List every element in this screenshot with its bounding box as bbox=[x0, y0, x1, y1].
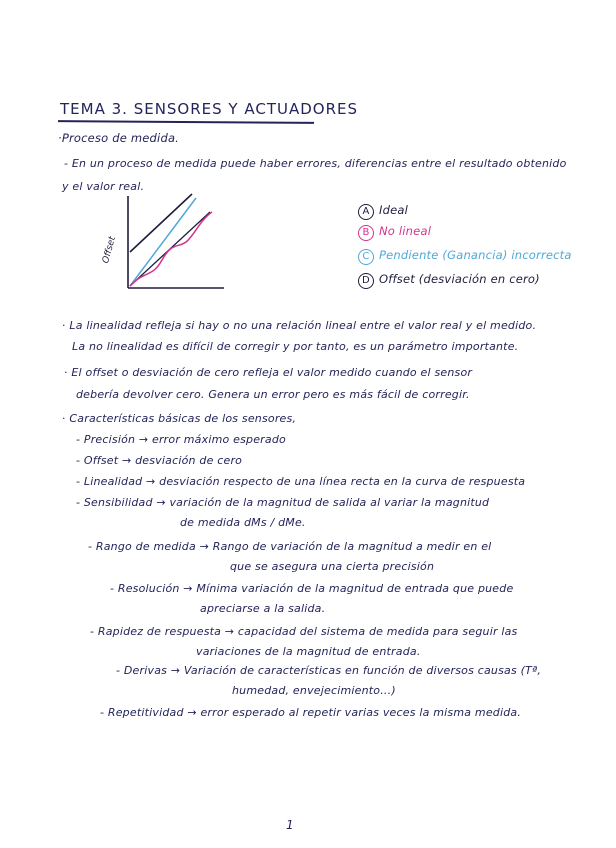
characteristic-rango-1: - Rango de medida → Rango de variación de la magnitud a medir en el bbox=[88, 540, 492, 553]
characteristic-resolucion-2: apreciarse a la salida. bbox=[200, 602, 326, 615]
characteristic-rapidez-2: variaciones de la magnitud de entrada. bbox=[196, 645, 421, 658]
bullet: · bbox=[62, 412, 66, 425]
legend-label: Offset (desviación en cero) bbox=[379, 272, 540, 286]
paragraph-line: La linealidad refleja si hay o no una relación lineal entre el valor real y el medido. bbox=[69, 319, 537, 332]
paragraph-caracteristicas bbox=[62, 412, 296, 425]
bullet: · bbox=[64, 366, 68, 379]
legend-mark: C bbox=[358, 249, 374, 265]
characteristic-offset: - Offset → desviación de cero bbox=[76, 454, 243, 467]
error-graph bbox=[100, 190, 230, 300]
paragraph-offset-2: debería devolver cero. Genera un error pero es más fácil de corregir. bbox=[76, 388, 470, 401]
characteristic-precision: - Precisión → error máximo esperado bbox=[76, 433, 286, 446]
legend-label: No lineal bbox=[379, 224, 432, 238]
legend-item-no-lineal bbox=[358, 224, 431, 241]
characteristic-sensibilidad-2: de medida dMs / dMe. bbox=[180, 516, 306, 529]
graph-ylabel: Offset bbox=[101, 235, 118, 265]
legend-mark: B bbox=[358, 225, 374, 241]
characteristic-resolucion-1: - Resolución → Mínima variación de la magnitud de entrada que puede bbox=[110, 582, 514, 595]
paragraph-linealidad-2: La no linealidad es difícil de corregir y por tanto, es un parámetro importante. bbox=[72, 340, 519, 353]
paragraph-line: El offset o desviación de cero refleja el valor medido cuando el sensor bbox=[71, 366, 473, 379]
legend-label: Pendiente (Ganancia) incorrecta bbox=[379, 248, 572, 262]
page-number: 1 bbox=[286, 818, 294, 832]
characteristic-repetitividad: - Repetitividad → error esperado al repetir varias veces la misma medida. bbox=[100, 706, 522, 719]
characteristic-rango-2: que se asegura una cierta precisión bbox=[230, 560, 435, 573]
legend-item-offset bbox=[358, 272, 540, 289]
intro-line-1: - En un proceso de medida puede haber errores, diferencias entre el resultado obtenido bbox=[64, 157, 567, 170]
bullet: · bbox=[62, 319, 66, 332]
section-heading: ·Proceso de medida. bbox=[58, 131, 180, 145]
characteristic-derivas-1: - Derivas → Variación de características en función de diversos causas (Tª, bbox=[116, 664, 542, 677]
title-underline bbox=[58, 120, 314, 124]
legend-label: Ideal bbox=[379, 203, 409, 217]
legend-mark: D bbox=[358, 273, 374, 289]
paragraph-linealidad-1 bbox=[62, 319, 536, 332]
characteristic-derivas-2: humedad, envejecimiento...) bbox=[232, 684, 396, 697]
legend-item-ganancia bbox=[358, 248, 572, 265]
page-title: TEMA 3. SENSORES Y ACTUADORES bbox=[60, 100, 359, 118]
paragraph-line: Características básicas de los sensores, bbox=[69, 412, 297, 425]
characteristic-sensibilidad-1: - Sensibilidad → variación de la magnitud de salida al variar la magnitud bbox=[76, 496, 490, 509]
characteristic-rapidez-1: - Rapidez de respuesta → capacidad del sistema de medida para seguir las bbox=[90, 625, 518, 638]
legend-item-ideal bbox=[358, 203, 408, 220]
characteristic-linealidad: - Linealidad → desviación respecto de una línea recta en la curva de respuesta bbox=[76, 475, 526, 488]
legend-mark: A bbox=[358, 204, 374, 220]
intro-line-2: y el valor real. bbox=[62, 180, 145, 193]
paragraph-offset-1 bbox=[64, 366, 472, 379]
